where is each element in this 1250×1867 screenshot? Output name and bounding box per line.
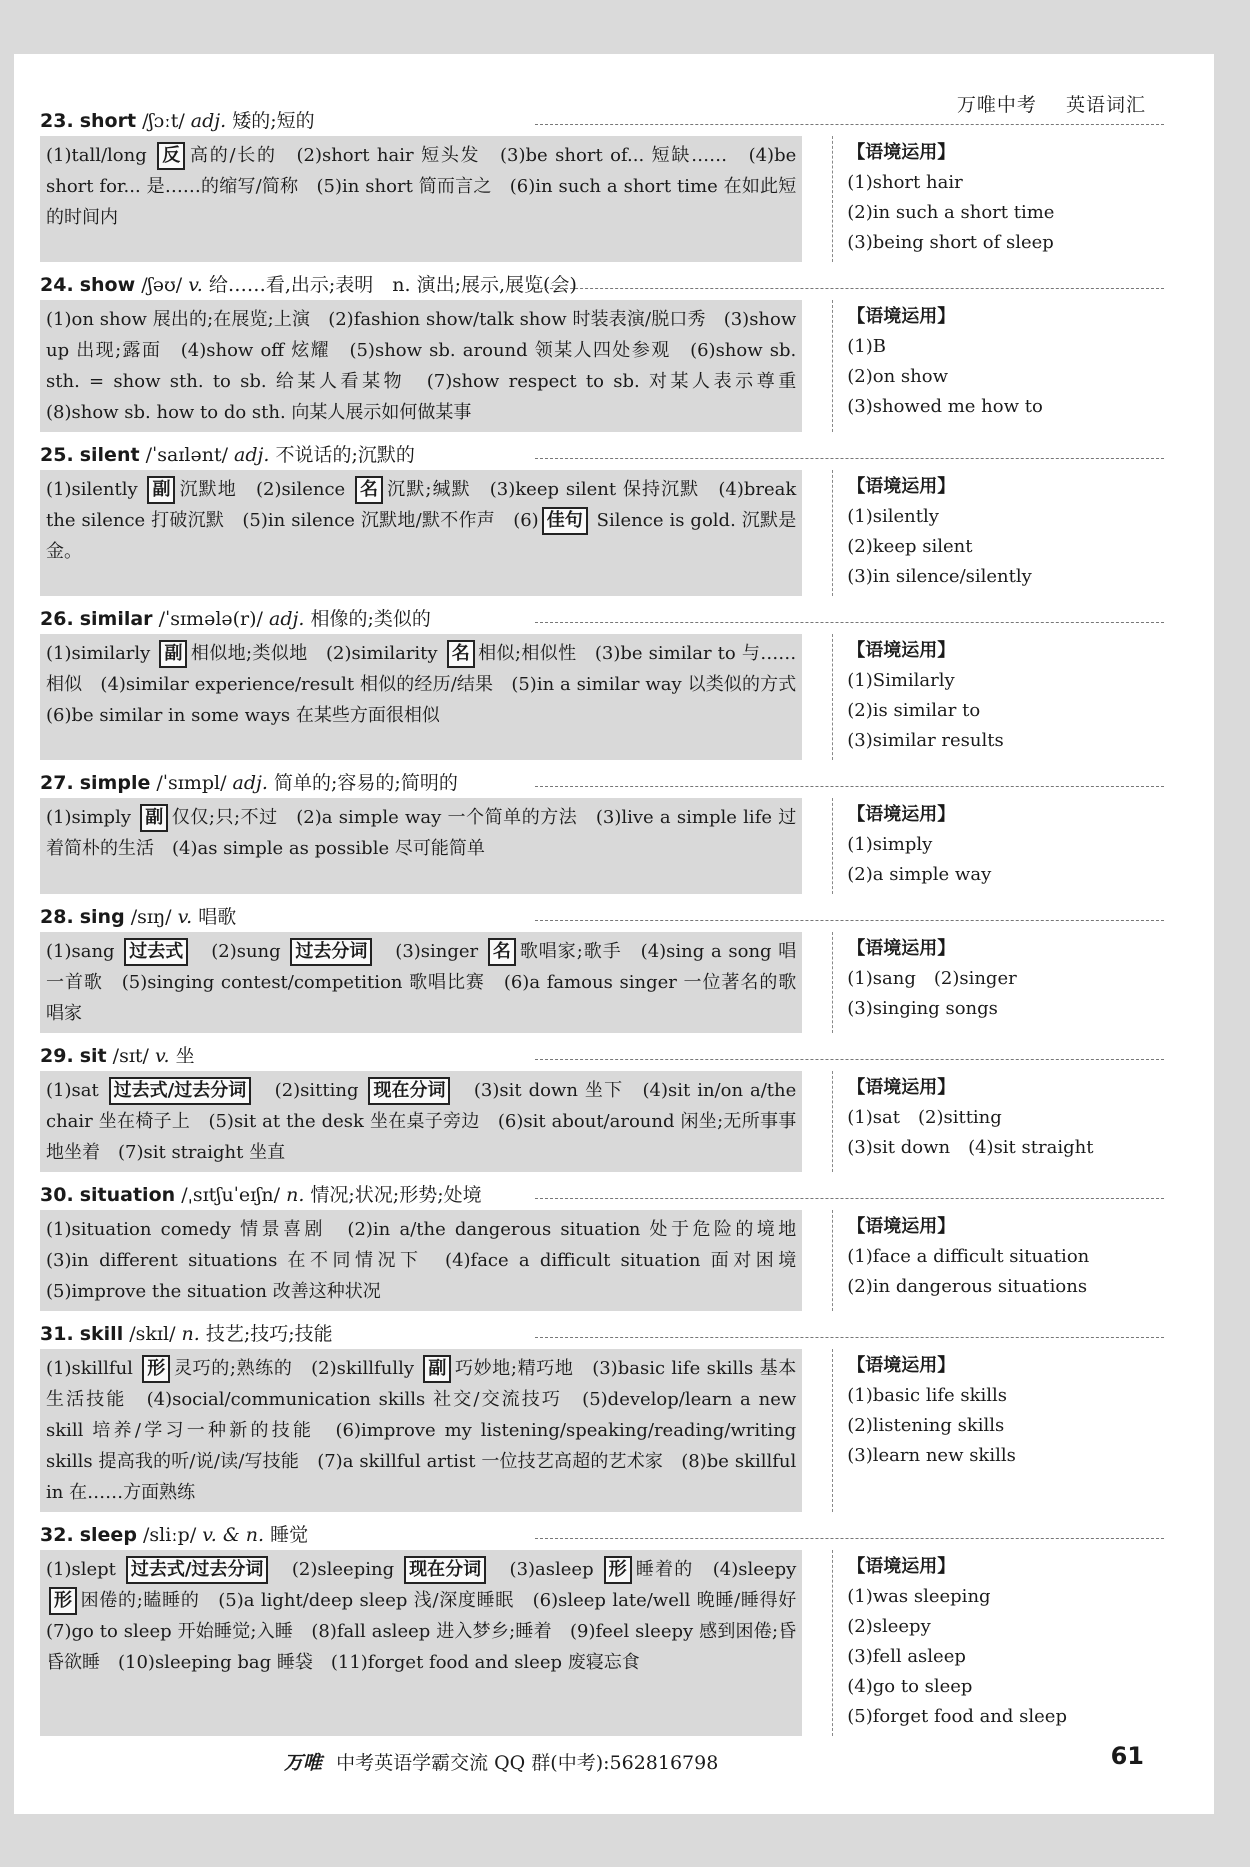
phonetic: /sɪt/	[112, 1045, 149, 1067]
usage-answers	[832, 470, 1164, 596]
phrase-text: 困倦的;瞌睡的 (5)a light/deep sleep 浅/深度睡眠 (6)sleep late/well 晚睡/睡得好 (7)go to sleep 开始睡觉;入睡 (8)fall asleep 进入梦乡;睡着 (9)feel sleepy 感到困倦;昏昏欲睡 (10)sleeping bag 睡袋 (11)forget food and sleep 废寝忘食	[46, 1590, 815, 1673]
entry-body	[40, 470, 1164, 596]
phrase-box	[40, 470, 802, 596]
part-of-speech: adj.	[234, 444, 270, 466]
usage-answers	[832, 1210, 1164, 1311]
entry-body	[40, 1550, 1164, 1736]
word-form-tag: 过去分词	[290, 938, 372, 966]
footer-brand-logo: 万唯	[284, 1752, 323, 1774]
entry-number: 32.	[40, 1524, 74, 1546]
usage-answer: (1)sat (2)sitting	[847, 1107, 1002, 1128]
entry-number: 26.	[40, 608, 74, 630]
phrase-text: (1)sat	[46, 1080, 106, 1101]
phrase-text: 灵巧的;熟练的 (2)skillfully	[173, 1358, 421, 1379]
vocab-entry	[40, 1180, 1164, 1311]
usage-title: 【语境运用】	[847, 640, 956, 661]
phrase-text: (1)silently	[46, 479, 145, 500]
usage-answer: (1)basic life skills	[847, 1385, 1008, 1406]
entry-body	[40, 1210, 1164, 1311]
usage-answer: (2)sleepy	[847, 1616, 931, 1637]
usage-title: 【语境运用】	[847, 938, 956, 959]
phrase-text: 巧妙地;精巧地 (3)basic life skills 基本生活技能 (4)social/communication skills 社交/交流技巧 (5)develop/learn a new skill 培养/学习一种新的技能 (6)improve my listening/speaking/reading/writing skills 提高我的听/说/读/写技能 (7)a skillful artist 一位技艺高超的艺术家 (8)be skillful in 在……方面熟练	[46, 1358, 797, 1503]
headword: silent	[79, 444, 140, 466]
headword: show	[79, 274, 136, 296]
part-of-speech: adj.	[269, 608, 305, 630]
entry-headword	[40, 1041, 1164, 1071]
usage-answer: (2)is similar to	[847, 700, 981, 721]
phonetic: /ˌsɪtʃuˈeɪʃn/	[181, 1184, 281, 1206]
usage-answer: (3)being short of sleep	[847, 232, 1054, 253]
header-section: 英语词汇	[1065, 94, 1146, 116]
usage-answer: (3)fell asleep	[847, 1646, 966, 1667]
part-of-speech: v.	[177, 906, 193, 928]
meaning: 睡觉	[270, 1524, 309, 1546]
headword: sit	[79, 1045, 107, 1067]
word-form-tag: 副	[423, 1355, 451, 1383]
phrase-text: 睡着的 (4)sleepy	[634, 1559, 797, 1580]
phrase-text: 相似;相似性 (3)be similar to 与……相似 (4)similar experience/result 相似的经历/结果 (5)in a similar way 以类似的方式 (6)be similar in some ways 在某些方面很相似	[46, 643, 815, 726]
headword: similar	[79, 608, 153, 630]
phrase-box	[40, 798, 802, 894]
word-form-tag: 形	[604, 1556, 632, 1584]
vocab-entry	[40, 1319, 1164, 1512]
word-form-tag: 副	[159, 640, 187, 668]
part-of-speech: v. & n.	[202, 1524, 265, 1546]
phrase-text: (1)slept	[46, 1559, 123, 1580]
vocab-entry	[40, 768, 1164, 894]
part-of-speech: v.	[154, 1045, 170, 1067]
entry-body	[40, 798, 1164, 894]
meaning: 不说话的;沉默的	[275, 444, 415, 466]
phrase-text: 相似地;类似地 (2)similarity	[190, 643, 444, 664]
headword: skill	[79, 1323, 124, 1345]
meaning: 技艺;技巧;技能	[205, 1323, 333, 1345]
usage-answer: (2)a simple way	[847, 864, 992, 885]
usage-title: 【语境运用】	[847, 306, 956, 327]
entry-headword	[40, 604, 1164, 634]
phrase-text: (1)similarly	[46, 643, 157, 664]
word-form-tag: 形	[49, 1587, 77, 1615]
entry-number: 25.	[40, 444, 74, 466]
entry-headword	[40, 440, 1164, 470]
entry-headword	[40, 106, 1164, 136]
word-form-tag: 过去式/过去分词	[126, 1556, 269, 1584]
phrase-text: 歌唱家;歌手 (4)sing a song 唱一首歌 (5)singing contest/competition 歌唱比赛 (6)a famous singer 一位著名的歌唱家	[46, 941, 797, 1024]
usage-answer: (3)learn new skills	[847, 1445, 1016, 1466]
vocab-entry	[40, 1041, 1164, 1172]
phonetic: /ˈsɪmələ(r)/	[158, 608, 263, 630]
phrase-box	[40, 1071, 802, 1172]
usage-answer: (1)Similarly	[847, 670, 955, 691]
word-form-tag: 反	[157, 142, 185, 170]
vocab-entry	[40, 604, 1164, 760]
meaning: 矮的;短的	[232, 110, 315, 132]
usage-answers	[832, 1550, 1164, 1736]
word-form-tag: 过去式/过去分词	[109, 1077, 252, 1105]
part-of-speech: v.	[188, 274, 203, 296]
entry-headword	[40, 1180, 1164, 1210]
divider	[535, 1337, 1164, 1338]
headword: sleep	[79, 1524, 137, 1546]
phrase-text: 高的/长的 (2)short hair 短头发 (3)be short of... 短缺…… (4)be short for... 是……的缩写/简称 (5)in short 简而言之 (6)in such a short time 在如此短的时间内	[46, 145, 797, 228]
footer-text: 中考英语学霸交流 QQ 群(中考):562816798	[336, 1752, 719, 1774]
phrase-text: (2)sleeping	[271, 1559, 402, 1580]
part-of-speech: adj.	[232, 772, 268, 794]
usage-title: 【语境运用】	[847, 1355, 956, 1376]
usage-answer: (1)sang (2)singer	[847, 968, 1017, 989]
word-form-tag: 过去式	[124, 938, 188, 966]
usage-title: 【语境运用】	[847, 142, 956, 163]
divider	[535, 458, 1164, 459]
vocab-entry	[40, 902, 1164, 1033]
entry-number: 29.	[40, 1045, 74, 1067]
entry-headword	[40, 270, 1164, 300]
entry-number: 27.	[40, 772, 74, 794]
headword: simple	[79, 772, 151, 794]
phrase-text: (1)sang	[46, 941, 122, 962]
usage-answer: (2)in dangerous situations	[847, 1276, 1088, 1297]
phrase-text: (3)singer	[375, 941, 485, 962]
usage-title: 【语境运用】	[847, 1556, 956, 1577]
entry-headword	[40, 902, 1164, 932]
usage-answer: (3)showed me how to	[847, 396, 1043, 417]
phrase-box	[40, 1349, 802, 1512]
usage-answers	[832, 634, 1164, 760]
phrase-text: (1)situation comedy 情景喜剧 (2)in a/the dangerous situation 处于危险的境地 (3)in different situations 在不同情况下 (4)face a difficult situation 面对困境 (5)improve the situation 改善这种状况	[46, 1219, 815, 1302]
entry-headword	[40, 768, 1164, 798]
usage-title: 【语境运用】	[847, 1216, 956, 1237]
phrase-box	[40, 1550, 815, 1736]
phrase-text: (3)asleep	[489, 1559, 601, 1580]
phonetic: /sliːp/	[142, 1524, 197, 1546]
entry-headword	[40, 1319, 1164, 1349]
divider	[535, 1198, 1164, 1199]
meaning: 坐	[175, 1045, 195, 1067]
usage-answer: (4)go to sleep	[847, 1676, 973, 1697]
page-number: 61	[1110, 1742, 1144, 1770]
entry-body	[40, 300, 1164, 432]
usage-answer: (2)listening skills	[847, 1415, 1005, 1436]
entry-number: 23.	[40, 110, 74, 132]
phonetic: /ˈsaɪlənt/	[145, 444, 228, 466]
usage-answer: (5)forget food and sleep	[847, 1706, 1067, 1727]
usage-answers	[832, 932, 1164, 1033]
header-brand: 万唯中考	[956, 94, 1037, 116]
entry-body	[40, 136, 1164, 262]
entry-number: 24.	[40, 274, 74, 296]
usage-title: 【语境运用】	[847, 476, 956, 497]
usage-title: 【语境运用】	[847, 804, 956, 825]
phonetic: /skɪl/	[129, 1323, 176, 1345]
phrase-text: (1)tall/long	[46, 145, 155, 166]
word-form-tag: 形	[142, 1355, 170, 1383]
divider	[535, 1059, 1164, 1060]
vocab-entry	[40, 106, 1164, 262]
page-footer	[284, 1748, 718, 1775]
phrase-box	[40, 136, 802, 262]
word-form-tag: 副	[140, 804, 168, 832]
part-of-speech: n.	[181, 1323, 200, 1345]
entry-headword	[40, 1520, 1164, 1550]
entry-body	[40, 1349, 1164, 1512]
usage-answer: (3)singing songs	[847, 998, 998, 1019]
usage-title: 【语境运用】	[847, 1077, 956, 1098]
word-form-tag: 佳句	[542, 507, 588, 535]
usage-answer: (1)silently	[847, 506, 939, 527]
usage-answer: (1)was sleeping	[847, 1586, 991, 1607]
phrase-text: 仅仅;只;不过 (2)a simple way 一个简单的方法 (3)live a simple life 过着简朴的生活 (4)as simple as possible 尽可能简单	[46, 807, 797, 859]
entry-number: 31.	[40, 1323, 74, 1345]
meaning: 情况;状况;形势;处境	[310, 1184, 482, 1206]
meaning: 唱歌	[198, 906, 237, 928]
phonetic: /ˈsɪmpl/	[156, 772, 227, 794]
entry-body	[40, 634, 1164, 760]
vocab-entry	[40, 440, 1164, 596]
entry-list	[40, 106, 1164, 1744]
usage-answer: (2)in such a short time	[847, 202, 1055, 223]
phrase-text: 沉默地 (2)silence	[178, 479, 353, 500]
part-of-speech: adj.	[190, 110, 227, 132]
usage-answer: (3)in silence/silently	[847, 566, 1032, 587]
word-form-tag: 现在分词	[404, 1556, 486, 1584]
headword: short	[79, 110, 137, 132]
divider	[535, 920, 1164, 921]
phrase-text: (1)on show 展出的;在展览;上演 (2)fashion show/talk show 时装表演/脱口秀 (3)show up 出现;露面 (4)show off 炫耀 (5)show sb. around 领某人四处参观 (6)show sb. sth. = show sth. to sb. 给某人看某物 (7)show respect to sb. 对某人表示尊重 (8)show sb. how to do sth. 向某人展示如何做某事	[46, 309, 815, 423]
phonetic: /ʃəʊ/	[141, 274, 183, 296]
usage-answer: (2)keep silent	[847, 536, 973, 557]
usage-answer: (3)sit down (4)sit straight	[847, 1137, 1094, 1158]
entry-number: 30.	[40, 1184, 74, 1206]
phrase-box	[40, 300, 815, 432]
headword: situation	[79, 1184, 176, 1206]
meaning: 简单的;容易的;简明的	[274, 772, 458, 794]
phrase-text: Silence is gold. 沉默是金。	[46, 510, 797, 562]
usage-answer: (1)B	[847, 336, 886, 357]
usage-answer: (1)simply	[847, 834, 933, 855]
phrase-box	[40, 932, 802, 1033]
part-of-speech: n.	[286, 1184, 305, 1206]
usage-answers	[832, 1349, 1164, 1512]
phrase-text: (2)sung	[191, 941, 288, 962]
word-form-tag: 副	[147, 476, 175, 504]
meaning: 给……看,出示;表明 n. 演出;展示,展览(会)	[208, 274, 577, 296]
usage-answer: (2)on show	[847, 366, 948, 387]
usage-answer: (1)face a difficult situation	[847, 1246, 1090, 1267]
page	[14, 54, 1214, 1814]
entry-number: 28.	[40, 906, 74, 928]
word-form-tag: 名	[355, 476, 383, 504]
phonetic: /ʃɔːt/	[142, 110, 185, 132]
headword: sing	[79, 906, 125, 928]
phrase-text: (2)sitting	[254, 1080, 366, 1101]
phrase-box	[40, 1210, 815, 1311]
phrase-text: 沉默;缄默 (3)keep silent 保持沉默 (4)break the silence 打破沉默 (5)in silence 沉默地/默不作声 (6)	[46, 479, 797, 531]
vocab-entry	[40, 1520, 1164, 1736]
phrase-text: (3)sit down 坐下 (4)sit in/on a/the chair 坐在椅子上 (5)sit at the desk 坐在桌子旁边 (6)sit about/around 闲坐;无所事事地坐着 (7)sit straight 坐直	[46, 1080, 797, 1163]
word-form-tag: 名	[488, 938, 516, 966]
divider	[535, 1538, 1164, 1539]
vocab-entry	[40, 270, 1164, 432]
divider	[535, 288, 1164, 289]
word-form-tag: 现在分词	[368, 1077, 450, 1105]
entry-body	[40, 1071, 1164, 1172]
word-form-tag: 名	[447, 640, 475, 668]
usage-answer: (1)short hair	[847, 172, 963, 193]
entry-body	[40, 932, 1164, 1033]
divider	[535, 124, 1164, 125]
phonetic: /sɪŋ/	[130, 906, 172, 928]
usage-answers	[832, 1071, 1164, 1172]
usage-answers	[832, 136, 1164, 262]
phrase-box	[40, 634, 815, 760]
divider	[535, 622, 1164, 623]
phrase-text: (1)skillful	[46, 1358, 140, 1379]
usage-answers	[832, 798, 1164, 894]
usage-answers	[832, 300, 1164, 432]
phrase-text: (1)simply	[46, 807, 138, 828]
divider	[535, 786, 1164, 787]
usage-answer: (3)similar results	[847, 730, 1004, 751]
meaning: 相像的;类似的	[310, 608, 431, 630]
